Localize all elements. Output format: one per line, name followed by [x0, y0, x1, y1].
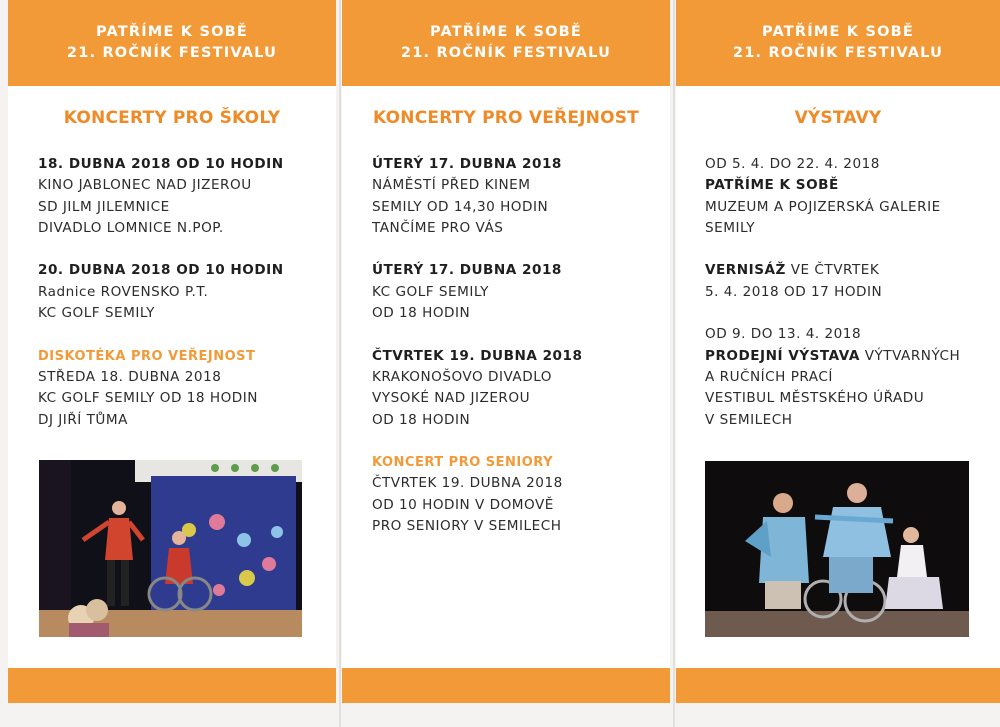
- exhibition-name: PATŘÍME K SOBĚ: [705, 177, 839, 194]
- sale-exhibition-line: [705, 346, 992, 367]
- section-title: VÝSTAVY: [794, 108, 882, 128]
- detail-line: A RUČNÍCH PRACÍ: [705, 368, 833, 385]
- panel-public-concerts: [342, 0, 670, 703]
- subsection-title: KONCERT PRO SENIORY: [372, 455, 554, 471]
- event-date: ÚTERÝ 17. DUBNA 2018: [372, 156, 562, 172]
- sale-exhibition-rest: VÝTVARNÝCH: [859, 347, 961, 364]
- section-content: [38, 154, 328, 431]
- venue-line: OD 18 HODIN: [372, 411, 471, 428]
- vernissage-day: VE ČTVRTEK: [785, 262, 880, 279]
- event-date: 18. DUBNA 2018 OD 10 HODIN: [38, 156, 284, 172]
- venue-line: TANČÍME PRO VÁS: [372, 219, 504, 236]
- date-range: OD 9. DO 13. 4. 2018: [705, 326, 862, 343]
- panel-footer-bar: [342, 668, 670, 703]
- venue-line: Radnice ROVENSKO P.T.: [38, 283, 209, 300]
- vernissage-line: [705, 260, 992, 281]
- section-title: KONCERTY PRO VEŘEJNOST: [373, 108, 639, 128]
- event-date: ČTVRTEK 19. DUBNA 2018: [372, 347, 583, 364]
- section-content: [372, 154, 662, 537]
- detail-line: ČTVRTEK 19. DUBNA 2018: [372, 475, 563, 492]
- dance-performance-photo: [705, 461, 969, 637]
- venue-line: SEMILY OD 14,30 HODIN: [372, 198, 549, 215]
- fold-line: [673, 0, 675, 727]
- stage-dance-photo: [39, 460, 302, 637]
- panel-header: [676, 0, 1000, 86]
- venue-line: KC GOLF SEMILY: [372, 283, 489, 300]
- venue-line: V SEMILECH: [705, 411, 793, 428]
- section-title: KONCERTY PRO ŠKOLY: [63, 108, 281, 128]
- header-line2: 21. ROČNÍK FESTIVALU: [732, 45, 944, 61]
- detail-line: DJ JIŘÍ TŮMA: [38, 411, 128, 428]
- panel-footer-bar: [8, 668, 336, 703]
- panel-header: [8, 0, 336, 86]
- sale-exhibition-label: PRODEJNÍ VÝSTAVA: [705, 347, 860, 364]
- venue-line: SEMILY: [705, 219, 756, 236]
- venue-line: MUZEUM A POJIZERSKÁ GALERIE: [705, 198, 941, 215]
- header-line1: PATŘÍME K SOBĚ: [95, 24, 249, 40]
- event-date: 20. DUBNA 2018 OD 10 HODIN: [38, 262, 284, 279]
- detail-line: PRO SENIORY V SEMILECH: [372, 518, 562, 535]
- header-line2: 21. ROČNÍK FESTIVALU: [400, 45, 612, 61]
- fold-line: [339, 0, 341, 727]
- date-range: OD 5. 4. DO 22. 4. 2018: [705, 156, 880, 172]
- venue-line: KRAKONOŠOVO DIVADLO: [372, 368, 552, 385]
- panel-exhibitions: [676, 0, 1000, 703]
- venue-line: DIVADLO LOMNICE N.POP.: [38, 219, 224, 236]
- detail-line: STŘEDA 18. DUBNA 2018: [38, 368, 222, 385]
- panel-header: [342, 0, 670, 86]
- subsection-title: DISKOTÉKA PRO VEŘEJNOST: [38, 348, 256, 364]
- section-content: [705, 154, 992, 431]
- venue-line: SD JILM JILEMNICE: [38, 198, 170, 215]
- panel-footer-bar: [676, 668, 1000, 703]
- header-line1: PATŘÍME K SOBĚ: [761, 24, 915, 40]
- detail-line: KC GOLF SEMILY OD 18 HODIN: [38, 390, 258, 407]
- header-line1: PATŘÍME K SOBĚ: [429, 24, 583, 40]
- venue-line: KINO JABLONEC NAD JIZEROU: [38, 177, 252, 194]
- venue-line: OD 18 HODIN: [372, 305, 471, 322]
- vernissage-label: VERNISÁŽ: [705, 262, 786, 279]
- panel-school-concerts: [8, 0, 336, 703]
- venue-line: VESTIBUL MĚSTSKÉHO ÚŘADU: [705, 390, 925, 407]
- header-line2: 21. ROČNÍK FESTIVALU: [66, 45, 278, 61]
- venue-line: NÁMĚSTÍ PŘED KINEM: [372, 177, 531, 194]
- detail-line: OD 10 HODIN V DOMOVĚ: [372, 496, 554, 513]
- event-date: ÚTERÝ 17. DUBNA 2018: [372, 262, 562, 279]
- vernissage-date: 5. 4. 2018 OD 17 HODIN: [705, 283, 883, 300]
- venue-line: VYSOKÉ NAD JIZEROU: [372, 390, 531, 407]
- venue-line: KC GOLF SEMILY: [38, 305, 155, 322]
